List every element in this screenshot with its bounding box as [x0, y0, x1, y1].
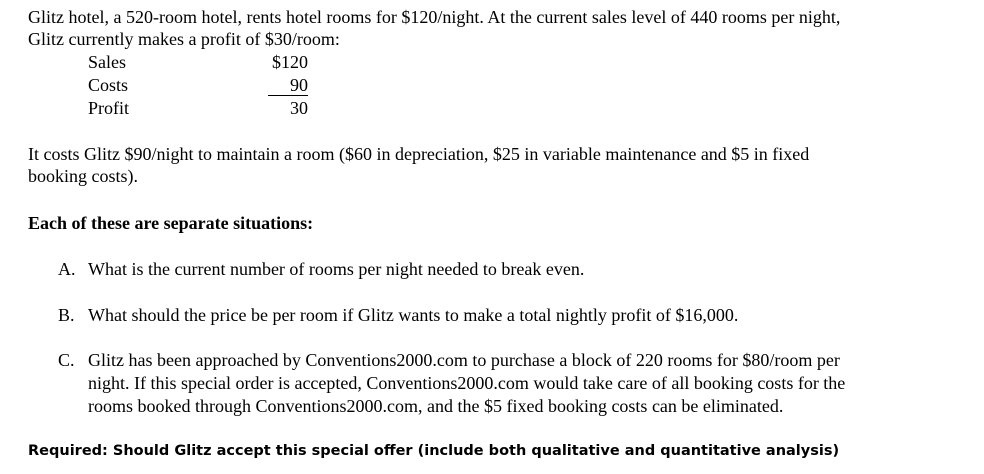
question-a-text: What is the current number of rooms per night needed to break even. [88, 259, 585, 279]
question-c [58, 349, 938, 418]
question-b-text: What should the price be per room if Glitz wants to make a total nightly profit of $16,000. [88, 305, 739, 325]
table-row-profit [88, 97, 308, 120]
profit-value: 30 [290, 98, 308, 118]
profit-table [88, 51, 308, 120]
question-c-line-1: Glitz has been approached by Conventions2000.com to purchase a block of 220 rooms for $80/room per [88, 350, 840, 370]
intro-paragraph [28, 6, 968, 50]
question-b [58, 304, 938, 327]
costs-paragraph [28, 143, 968, 187]
question-b-letter: B. [58, 305, 75, 325]
intro-line-2: Glitz currently makes a profit of $30/room: [28, 29, 340, 49]
costs-line-2: booking costs). [28, 166, 138, 186]
costs-value-cell [268, 74, 308, 97]
question-c-line-3: rooms booked through Conventions2000.com, and the $5 fixed booking costs can be eliminated. [88, 396, 784, 416]
required-statement: Required: Should Glitz accept this special offer (include both qualitative and quantitative analysis) [28, 443, 840, 459]
question-c-letter: C. [58, 350, 75, 370]
question-a [58, 258, 938, 281]
costs-value: 90 [268, 75, 308, 96]
profit-label: Profit [88, 98, 130, 118]
intro-line-1: Glitz hotel, a 520-room hotel, rents hotel rooms for $120/night. At the current sales level of 440 rooms per night, [28, 7, 841, 27]
question-c-line-2: night. If this special order is accepted, Conventions2000.com would take care of all booking costs for the [88, 373, 846, 393]
situations-heading: Each of these are separate situations: [28, 213, 314, 233]
sales-label: Sales [88, 52, 126, 72]
table-row-costs [88, 74, 308, 97]
costs-line-1: It costs Glitz $90/night to maintain a room ($60 in depreciation, $25 in variable maintenance and $5 in fixed [28, 144, 810, 164]
table-row-sales [88, 51, 308, 74]
question-a-letter: A. [58, 259, 76, 279]
sales-value: $120 [272, 52, 308, 72]
costs-label: Costs [88, 75, 129, 95]
